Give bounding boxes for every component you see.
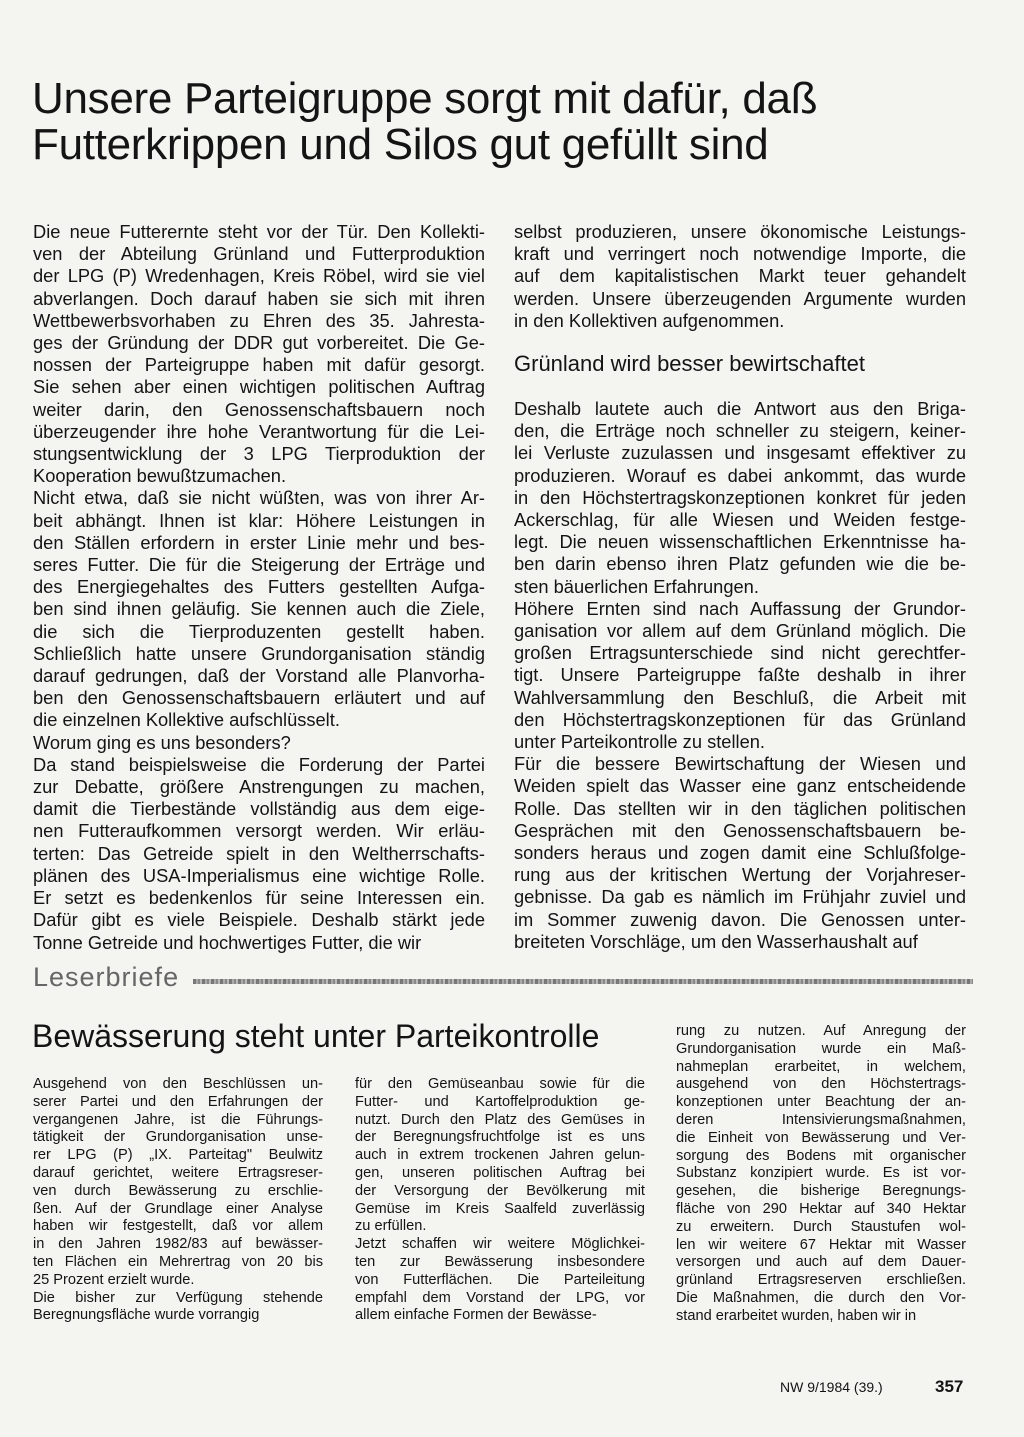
text-line: rung aus der kritischen Wertung der Vorjahreser- xyxy=(514,864,966,886)
text-line: beit abhängt. Ihnen ist klar: Höhere Leistungen in xyxy=(33,509,485,531)
text-line: der LPG (P) Wredenhagen, Kreis Röbel, wird sie viel xyxy=(33,265,485,287)
text-line: fläche von 290 Hektar auf 340 Hektar xyxy=(676,1200,966,1217)
text-line: vergangenen Jahre, ist die Führungs- xyxy=(33,1111,323,1128)
text-line: selbst produzieren, unsere ökonomische Leistungs- xyxy=(514,221,966,242)
text-line: empfahl dem Vorstand der LPG, vor xyxy=(355,1289,645,1306)
text-line: abverlangen. Doch darauf haben sie sich mit ihren xyxy=(33,287,485,309)
text-line: Weiden spielt das Wasser eine ganz entscheidende xyxy=(514,775,966,797)
text-line: nutzt. Durch den Platz des Gemüses in xyxy=(355,1111,645,1128)
text-line: Wettbewerbsvorhaben zu Ehren des 35. Jahresta- xyxy=(33,309,485,331)
page-number: 357 xyxy=(935,1377,964,1396)
text-line: sonders heraus und zogen damit eine Schlußfolge- xyxy=(514,842,966,864)
text-line: Kooperation bewußtzumachen. xyxy=(33,465,287,487)
text-line: ven durch Bewässerung zu erschlie- xyxy=(33,1182,323,1199)
article1-column-1 xyxy=(33,221,485,954)
text-line: auch in extrem trockenen Jahren gelun- xyxy=(355,1147,645,1164)
text-line: darauf gerichtet, weitere Ertragsreser- xyxy=(33,1164,323,1181)
rubric-label: Leserbriefe xyxy=(33,961,180,992)
text-line: Höhere Ernten sind nach Auffassung der Grundor- xyxy=(514,597,966,619)
headline-line: Unsere Parteigruppe sorgt mit dafür, daß xyxy=(32,74,818,123)
text-line: versorgen und auch auf dem Dauer- xyxy=(676,1254,966,1271)
text-line: serer Partei und den Erfahrungen der xyxy=(33,1093,323,1110)
text-line: 25 Prozent erzielt wurde. xyxy=(33,1271,195,1288)
text-line: die Einheit von Bewässerung und Ver- xyxy=(676,1129,966,1146)
text-line: zur Debatte, größere Anstrengungen zu machen, xyxy=(33,776,485,798)
text-line: Ausgehend von den Beschlüssen un- xyxy=(33,1076,323,1092)
text-line: Worum ging es uns besonders? xyxy=(33,731,291,753)
text-line: der Beregnungsfruchtfolge ist es uns xyxy=(355,1129,645,1146)
text-line: die sich die Tierproduzenten gestellt haben. xyxy=(33,620,485,642)
text-line: seres Futter. Die für die Steigerung der Erträge und xyxy=(33,554,485,576)
letter-column-3 xyxy=(676,1023,966,1326)
text-line: Tonne Getreide und hochwertiges Futter, die wir xyxy=(33,931,422,953)
text-line: gen, unseren politischen Auftrag bei xyxy=(355,1164,645,1181)
text-line: Rolle. Das stellten wir in den täglichen politischen xyxy=(514,797,966,819)
text-line: in den Kollektiven aufgenommen. xyxy=(514,309,785,331)
text-line: Ackerschlag, für alle Wiesen und Weiden festge- xyxy=(514,509,966,531)
article1-subheading: Grünland wird besser bewirtschaftet xyxy=(514,351,865,376)
text-line: Substanz konzipiert wurde. Es ist vor- xyxy=(676,1165,966,1182)
text-line: Sie sehen aber einen wichtigen politischen Auftrag xyxy=(33,376,485,398)
letter-column-2 xyxy=(355,1076,645,1325)
text-line: rung zu nutzen. Auf Anregung der xyxy=(676,1023,966,1039)
text-line: damit die Tierbestände vollständig aus dem eige- xyxy=(33,798,485,820)
text-line: ausgehend von den Höchstertrags- xyxy=(676,1076,966,1093)
text-line: ßen. Auf der Grundlage einer Analyse xyxy=(33,1200,323,1217)
text-line: Die bisher zur Verfügung stehende xyxy=(33,1289,323,1306)
text-line: konzeptionen unter Beachtung der an- xyxy=(676,1094,966,1111)
text-line: breiteten Vorschläge, um den Wasserhaushalt auf xyxy=(514,930,918,952)
text-line: zu erweitern. Durch Staustufen wol- xyxy=(676,1218,966,1235)
text-line: plänen des USA-Imperialismus eine wichtige Rolle. xyxy=(33,864,485,886)
text-line: nahmeplan erarbeitet, in welchem, xyxy=(676,1058,966,1075)
text-line: terten: Das Getreide spielt in den Weltherrschafts- xyxy=(33,842,485,864)
text-line: nen Futteraufkommen versorgt werden. Wir erläu- xyxy=(33,820,485,842)
text-line: len wir weitere 67 Hektar mit Wasser xyxy=(676,1236,966,1253)
text-line: haben wir festgestellt, daß vor allem xyxy=(33,1218,323,1235)
text-line: zu erfüllen. xyxy=(355,1218,427,1235)
text-line: tätigkeit der Grundorganisation unse- xyxy=(33,1129,323,1146)
text-line: den Ställen erfordern in erster Linie mehr und bes- xyxy=(33,531,485,553)
text-line: sorgung des Bodens mit organischer xyxy=(676,1147,966,1164)
text-line: stungsentwicklung der 3 LPG Tierproduktion der xyxy=(33,443,485,465)
text-line: in den Jahren 1982/83 auf bewässer- xyxy=(33,1236,323,1253)
text-line: großen Ertragsunterschiede sind nicht gerechtfer- xyxy=(514,642,966,664)
text-line: in den Höchstertragskonzeptionen konkret für jeden xyxy=(514,486,966,508)
text-line: Grundorganisation wurde ein Maß- xyxy=(676,1040,966,1057)
text-line: ben den Genossenschaftsbauern erläutert und auf xyxy=(33,687,485,709)
text-line: ben darin ebenso ihren Platz gefunden wie die be- xyxy=(514,553,966,575)
text-line: Schließlich hatte unsere Grundorganisation ständig xyxy=(33,642,485,664)
text-line: werden. Unsere überzeugenden Argumente wurden xyxy=(514,287,966,309)
article-headline xyxy=(32,76,992,168)
text-line: nossen der Parteigruppe haben mit dafür gesorgt. xyxy=(33,354,485,376)
text-line: überzeugender ihre hohe Verantwortung für die Lei- xyxy=(33,420,485,442)
text-line: ben sind ihnen geläufig. Sie kennen auch die Ziele, xyxy=(33,598,485,620)
text-line: allem einfache Formen der Bewässe- xyxy=(355,1307,597,1324)
text-line: sten bäuerlichen Erfahrungen. xyxy=(514,575,759,597)
text-line: ven der Abteilung Grünland und Futterproduktion xyxy=(33,243,485,265)
text-line: Dafür gibt es viele Beispiele. Deshalb stärkt jede xyxy=(33,909,485,931)
text-line: Nicht etwa, daß sie nicht wüßten, was von ihrer Ar- xyxy=(33,487,485,509)
text-line: Beregnungsfläche wurde vorrangig xyxy=(33,1307,260,1324)
text-line: Die Maßnahmen, die durch den Vor- xyxy=(676,1289,966,1306)
text-line: gebnisse. Da gab es nämlich im Frühjahr zuviel und xyxy=(514,886,966,908)
text-line: ten Flächen ein Mehrertrag von 20 bis xyxy=(33,1253,323,1270)
text-line: deren Intensivierungsmaßnahmen, xyxy=(676,1111,966,1128)
text-line: den, die Erträge noch schneller zu steigern, keiner- xyxy=(514,420,966,442)
text-line: Jetzt schaffen wir weitere Möglichkei- xyxy=(355,1236,645,1253)
section-rubric xyxy=(33,960,973,994)
text-line: Er setzt es bedenkenlos für seine Interessen ein. xyxy=(33,887,485,909)
text-line: auf dem kapitalistischen Markt teuer gehandelt xyxy=(514,265,966,287)
text-line: Da stand beispielsweise die Forderung der Partei xyxy=(33,753,485,775)
text-line: im Sommer zuwenig davon. Die Genossen unter- xyxy=(514,908,966,930)
article1-column-2-bottom xyxy=(514,398,966,953)
text-line: darauf gedrungen, daß der Vorstand alle Planvorha- xyxy=(33,665,485,687)
text-line: des Energiegehaltes des Futters gestellten Aufga- xyxy=(33,576,485,598)
text-line: stand erarbeitet wurden, haben wir in xyxy=(676,1307,917,1324)
text-line: Die neue Futterernte steht vor der Tür. Den Kollekti- xyxy=(33,221,485,242)
text-line: Für die bessere Bewirtschaftung der Wiesen und xyxy=(514,753,966,775)
text-line: Deshalb lautete auch die Antwort aus den Briga- xyxy=(514,398,966,419)
text-line: lei Verluste zuzulassen und insgesamt effektiver zu xyxy=(514,442,966,464)
text-line: Gemüse im Kreis Saalfeld zuverlässig xyxy=(355,1200,645,1217)
text-line: ganisation vor allem auf dem Grünland möglich. Die xyxy=(514,620,966,642)
headline-line: Futterkrippen und Silos gut gefüllt sind xyxy=(32,120,769,169)
text-line: tigt. Unsere Parteigruppe faßte deshalb in ihrer xyxy=(514,664,966,686)
text-line: rer LPG (P) „IX. Parteitag" Beulwitz xyxy=(33,1147,323,1164)
text-line: unter Parteikontrolle zu stellen. xyxy=(514,731,765,753)
text-line: die einzelnen Kollektive aufschlüsselt. xyxy=(33,709,340,731)
text-line: Gesprächen mit den Genossenschaftsbauern be- xyxy=(514,819,966,841)
text-line: legt. Die neuen wissenschaftlichen Erkenntnisse ha- xyxy=(514,531,966,553)
text-line: ges der Gründung der DDR gut vorbereitet. Die Ge- xyxy=(33,332,485,354)
rubric-divider xyxy=(193,979,973,984)
text-line: von Futterflächen. Die Parteileitung xyxy=(355,1271,645,1288)
letter-headline: Bewässerung steht unter Parteikontrolle xyxy=(32,1018,600,1054)
issue-reference: NW 9/1984 (39.) xyxy=(780,1379,883,1395)
text-line: weiter darin, den Genossenschaftsbauern noch xyxy=(33,398,485,420)
text-line: gesehen, die bisherige Beregnungs- xyxy=(676,1183,966,1200)
text-line: Futter- und Kartoffelproduktion ge- xyxy=(355,1093,645,1110)
article1-column-2-top xyxy=(514,221,966,332)
text-line: für den Gemüseanbau sowie für die xyxy=(355,1076,645,1092)
text-line: produzieren. Worauf es dabei ankommt, das wurde xyxy=(514,464,966,486)
text-line: kraft und verringert noch notwendige Importe, die xyxy=(514,243,966,265)
text-line: ten zur Bewässerung insbesondere xyxy=(355,1253,645,1270)
text-line: den Höchstertragskonzeptionen für das Grünland xyxy=(514,708,966,730)
letter-column-1 xyxy=(33,1076,323,1325)
text-line: Wahlversammlung den Beschluß, die Arbeit mit xyxy=(514,686,966,708)
text-line: der Versorgung der Bevölkerung mit xyxy=(355,1182,645,1199)
text-line: grünland Ertragsreserven erschließen. xyxy=(676,1272,966,1289)
